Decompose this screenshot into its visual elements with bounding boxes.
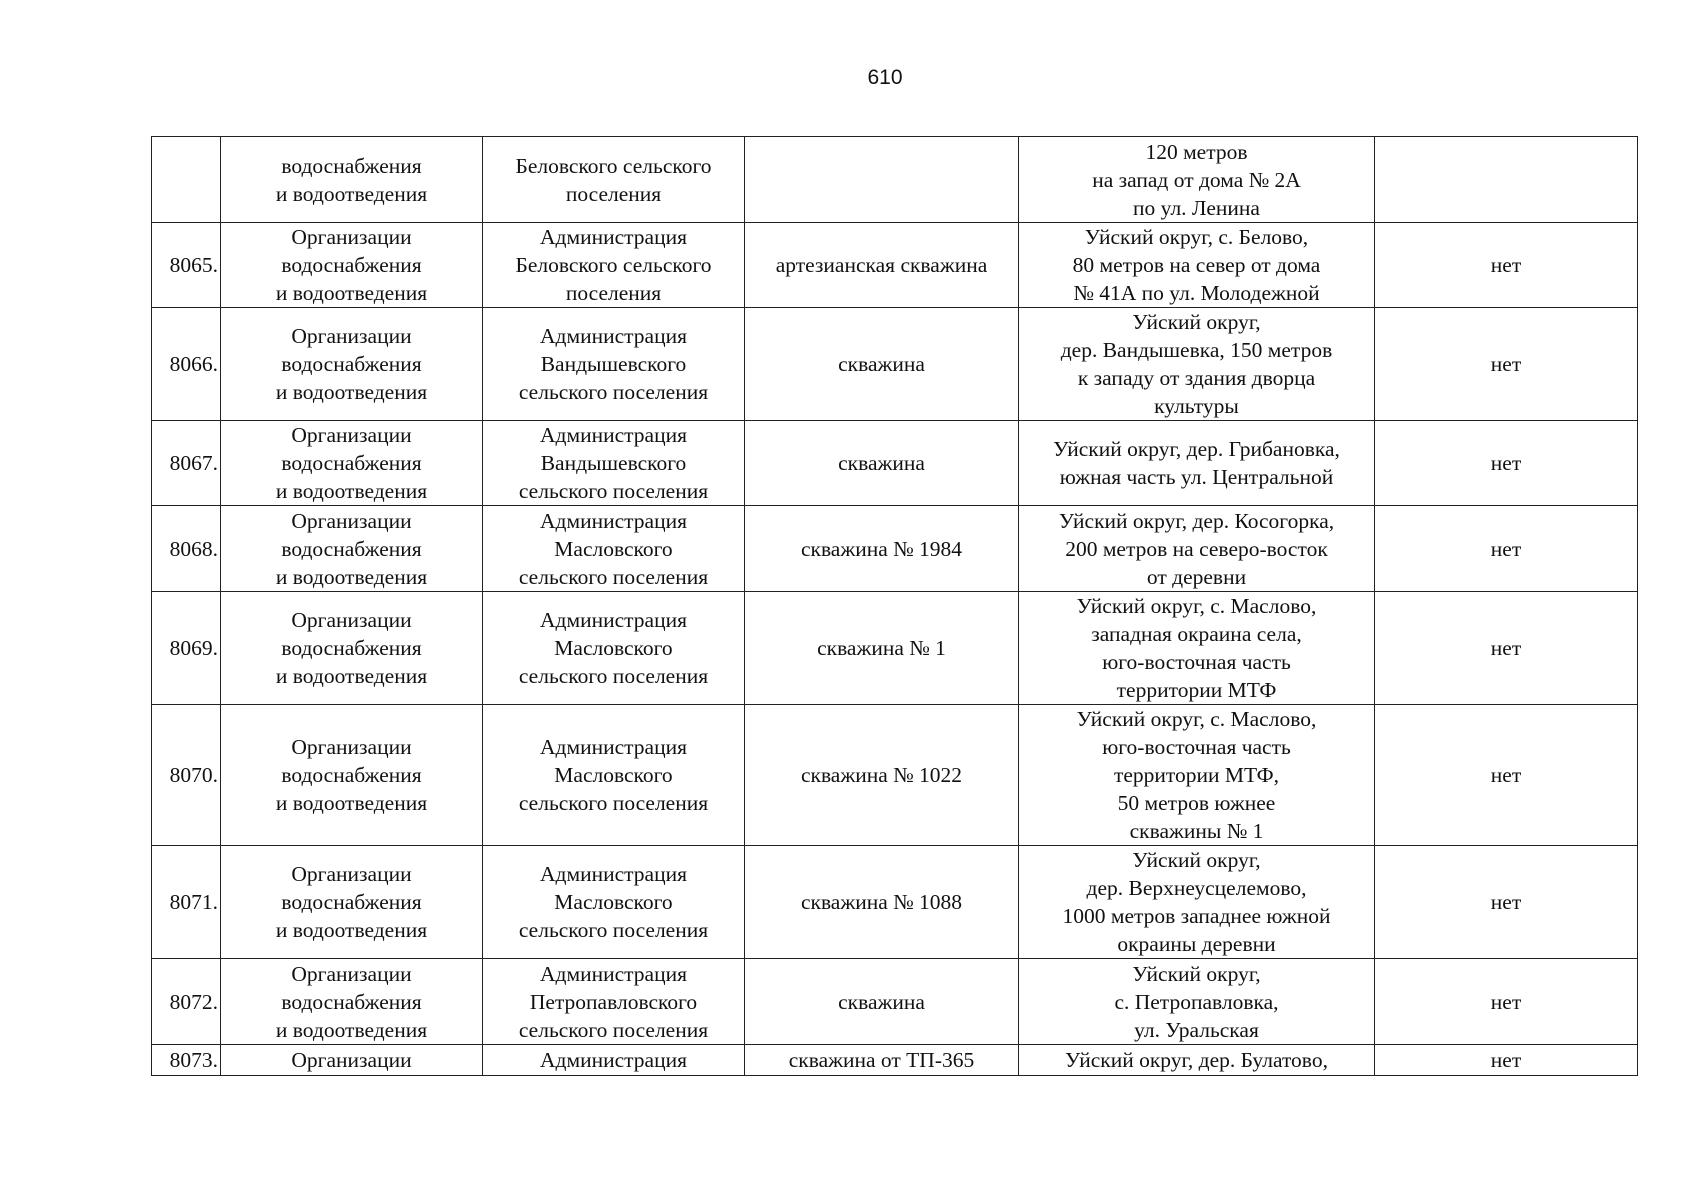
location-cell: Уйский округ, с. Петропавловка, ул. Уральская: [1019, 959, 1375, 1045]
owner-cell: Администрация Петропавловского сельского поселения: [483, 959, 745, 1045]
row-number-cell: [152, 137, 221, 223]
row-number-cell: 8065.: [152, 223, 221, 308]
industry-cell: Организации водоснабжения и водоотведения: [221, 506, 483, 592]
industry-cell: Организации водоснабжения и водоотведения: [221, 223, 483, 308]
row-number-cell: 8068.: [152, 506, 221, 592]
industry-cell: Организации водоснабжения и водоотведения: [221, 959, 483, 1045]
table-row: [152, 223, 1638, 308]
object-cell: скважина № 1: [745, 592, 1019, 705]
note-cell: нет: [1375, 1045, 1638, 1076]
table-row: [152, 506, 1638, 592]
row-number-cell: 8072.: [152, 959, 221, 1045]
location-cell: Уйский округ, дер. Грибановка, южная часть ул. Центральной: [1019, 421, 1375, 506]
location-cell: Уйский округ, дер. Вандышевка, 150 метров к западу от здания дворца культуры: [1019, 308, 1375, 421]
note-cell: нет: [1375, 592, 1638, 705]
industry-cell: Организации водоснабжения и водоотведения: [221, 308, 483, 421]
table-row: [152, 421, 1638, 506]
table-row: [152, 705, 1638, 846]
industry-cell: Организации: [221, 1045, 483, 1076]
object-cell: скважина: [745, 959, 1019, 1045]
owner-cell: Администрация Беловского сельского поселения: [483, 223, 745, 308]
location-cell: Уйский округ, с. Маслово, юго-восточная часть территории МТФ, 50 метров южнее скважины № 1: [1019, 705, 1375, 846]
location-cell: Уйский округ, с. Маслово, западная окраина села, юго-восточная часть территории МТФ: [1019, 592, 1375, 705]
page-number: 610: [867, 66, 903, 89]
owner-cell: Администрация Масловского сельского поселения: [483, 506, 745, 592]
object-cell: скважина: [745, 421, 1019, 506]
note-cell: нет: [1375, 959, 1638, 1045]
location-cell: Уйский округ, дер. Булатово,: [1019, 1045, 1375, 1076]
object-cell: [745, 137, 1019, 223]
row-number-cell: 8067.: [152, 421, 221, 506]
industry-cell: водоснабжения и водоотведения: [221, 137, 483, 223]
object-cell: артезианская скважина: [745, 223, 1019, 308]
owner-cell: Администрация Масловского сельского поселения: [483, 592, 745, 705]
owner-cell: Беловского сельского поселения: [483, 137, 745, 223]
owner-cell: Администрация Вандышевского сельского поселения: [483, 308, 745, 421]
owner-cell: Администрация Масловского сельского поселения: [483, 846, 745, 959]
row-number-cell: 8066.: [152, 308, 221, 421]
location-cell: 120 метров на запад от дома № 2А по ул. Ленина: [1019, 137, 1375, 223]
object-cell: скважина: [745, 308, 1019, 421]
industry-cell: Организации водоснабжения и водоотведения: [221, 846, 483, 959]
owner-cell: Администрация: [483, 1045, 745, 1076]
note-cell: нет: [1375, 308, 1638, 421]
table-row: [152, 592, 1638, 705]
table-row: [152, 137, 1638, 223]
note-cell: нет: [1375, 506, 1638, 592]
location-cell: Уйский округ, дер. Косогорка, 200 метров на северо-восток от деревни: [1019, 506, 1375, 592]
location-cell: Уйский округ, дер. Верхнеусцелемово, 1000 метров западнее южной окраины деревни: [1019, 846, 1375, 959]
owner-cell: Администрация Масловского сельского поселения: [483, 705, 745, 846]
row-number-cell: 8073.: [152, 1045, 221, 1076]
object-cell: скважина № 1984: [745, 506, 1019, 592]
table-row: [152, 308, 1638, 421]
note-cell: нет: [1375, 223, 1638, 308]
industry-cell: Организации водоснабжения и водоотведения: [221, 705, 483, 846]
object-cell: скважина от ТП-365: [745, 1045, 1019, 1076]
row-number-cell: 8070.: [152, 705, 221, 846]
location-cell: Уйский округ, с. Белово, 80 метров на север от дома № 41А по ул. Молодежной: [1019, 223, 1375, 308]
note-cell: [1375, 137, 1638, 223]
table-row: [152, 846, 1638, 959]
registry-table: [151, 136, 1638, 1076]
table-row: [152, 1045, 1638, 1076]
object-cell: скважина № 1088: [745, 846, 1019, 959]
row-number-cell: 8071.: [152, 846, 221, 959]
note-cell: нет: [1375, 846, 1638, 959]
owner-cell: Администрация Вандышевского сельского поселения: [483, 421, 745, 506]
industry-cell: Организации водоснабжения и водоотведения: [221, 421, 483, 506]
table-row: [152, 959, 1638, 1045]
industry-cell: Организации водоснабжения и водоотведения: [221, 592, 483, 705]
row-number-cell: 8069.: [152, 592, 221, 705]
object-cell: скважина № 1022: [745, 705, 1019, 846]
note-cell: нет: [1375, 421, 1638, 506]
note-cell: нет: [1375, 705, 1638, 846]
